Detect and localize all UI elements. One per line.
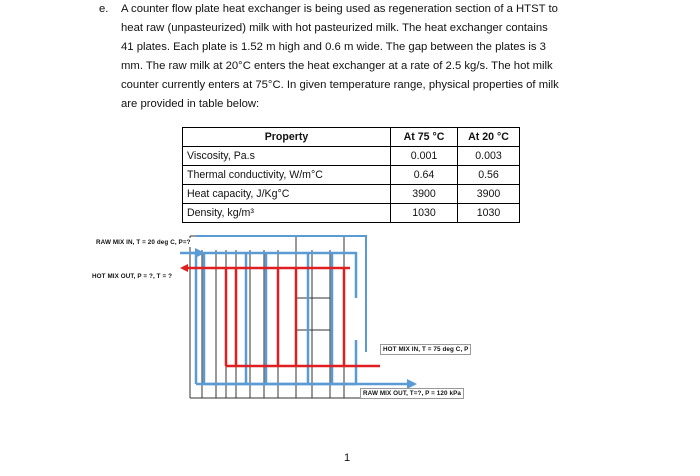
value-20c: 0.56 (458, 166, 520, 185)
property-name: Heat capacity, J/Kg°C (183, 185, 391, 204)
property-name: Viscosity, Pa.s (183, 147, 391, 166)
hot-mix-in-label: HOT MIX IN, T = 75 deg C, P (380, 344, 471, 355)
problem-line: mm. The raw milk at 20°C enters the heat exchanger at a rate of 2.5 kg/s. The hot milk (121, 60, 553, 72)
value-20c: 1030 (458, 204, 520, 223)
property-name: Thermal conductivity, W/m°C (183, 166, 391, 185)
page-number: 1 (344, 452, 351, 464)
header-property: Property (183, 128, 391, 147)
header-75c: At 75 °C (391, 128, 458, 147)
value-75c: 0.64 (391, 166, 458, 185)
value-75c: 3900 (391, 185, 458, 204)
problem-line: 41 plates. Each plate is 1.52 m high and 0.6 m wide. The gap between the plates is 3 (121, 41, 546, 53)
problem-line: A counter flow plate heat exchanger is being used as regeneration section of a HTST to (121, 3, 558, 15)
problem-line: heat raw (unpasteurized) milk with hot pasteurized milk. The heat exchanger contains (121, 22, 548, 34)
hot-milk-flow (184, 268, 380, 366)
value-75c: 1030 (391, 204, 458, 223)
hot-mix-out-label: HOT MIX OUT, P = ?, T = ? (92, 273, 173, 280)
value-20c: 0.003 (458, 147, 520, 166)
problem-line: are provided in table below: (121, 98, 260, 110)
problem-label: e. (99, 3, 109, 15)
header-20c: At 20 °C (458, 128, 520, 147)
raw-mix-in-label: RAW MIX IN, T = 20 deg C, P=? (96, 239, 191, 246)
value-75c: 0.001 (391, 147, 458, 166)
raw-mix-out-label: RAW MIX OUT, T=?, P = 120 kPa (360, 388, 464, 399)
value-20c: 3900 (458, 185, 520, 204)
problem-line: counter currently enters at 75°C. In given temperature range, physical properties of milk (121, 79, 559, 91)
property-name: Density, kg/m³ (183, 204, 391, 223)
